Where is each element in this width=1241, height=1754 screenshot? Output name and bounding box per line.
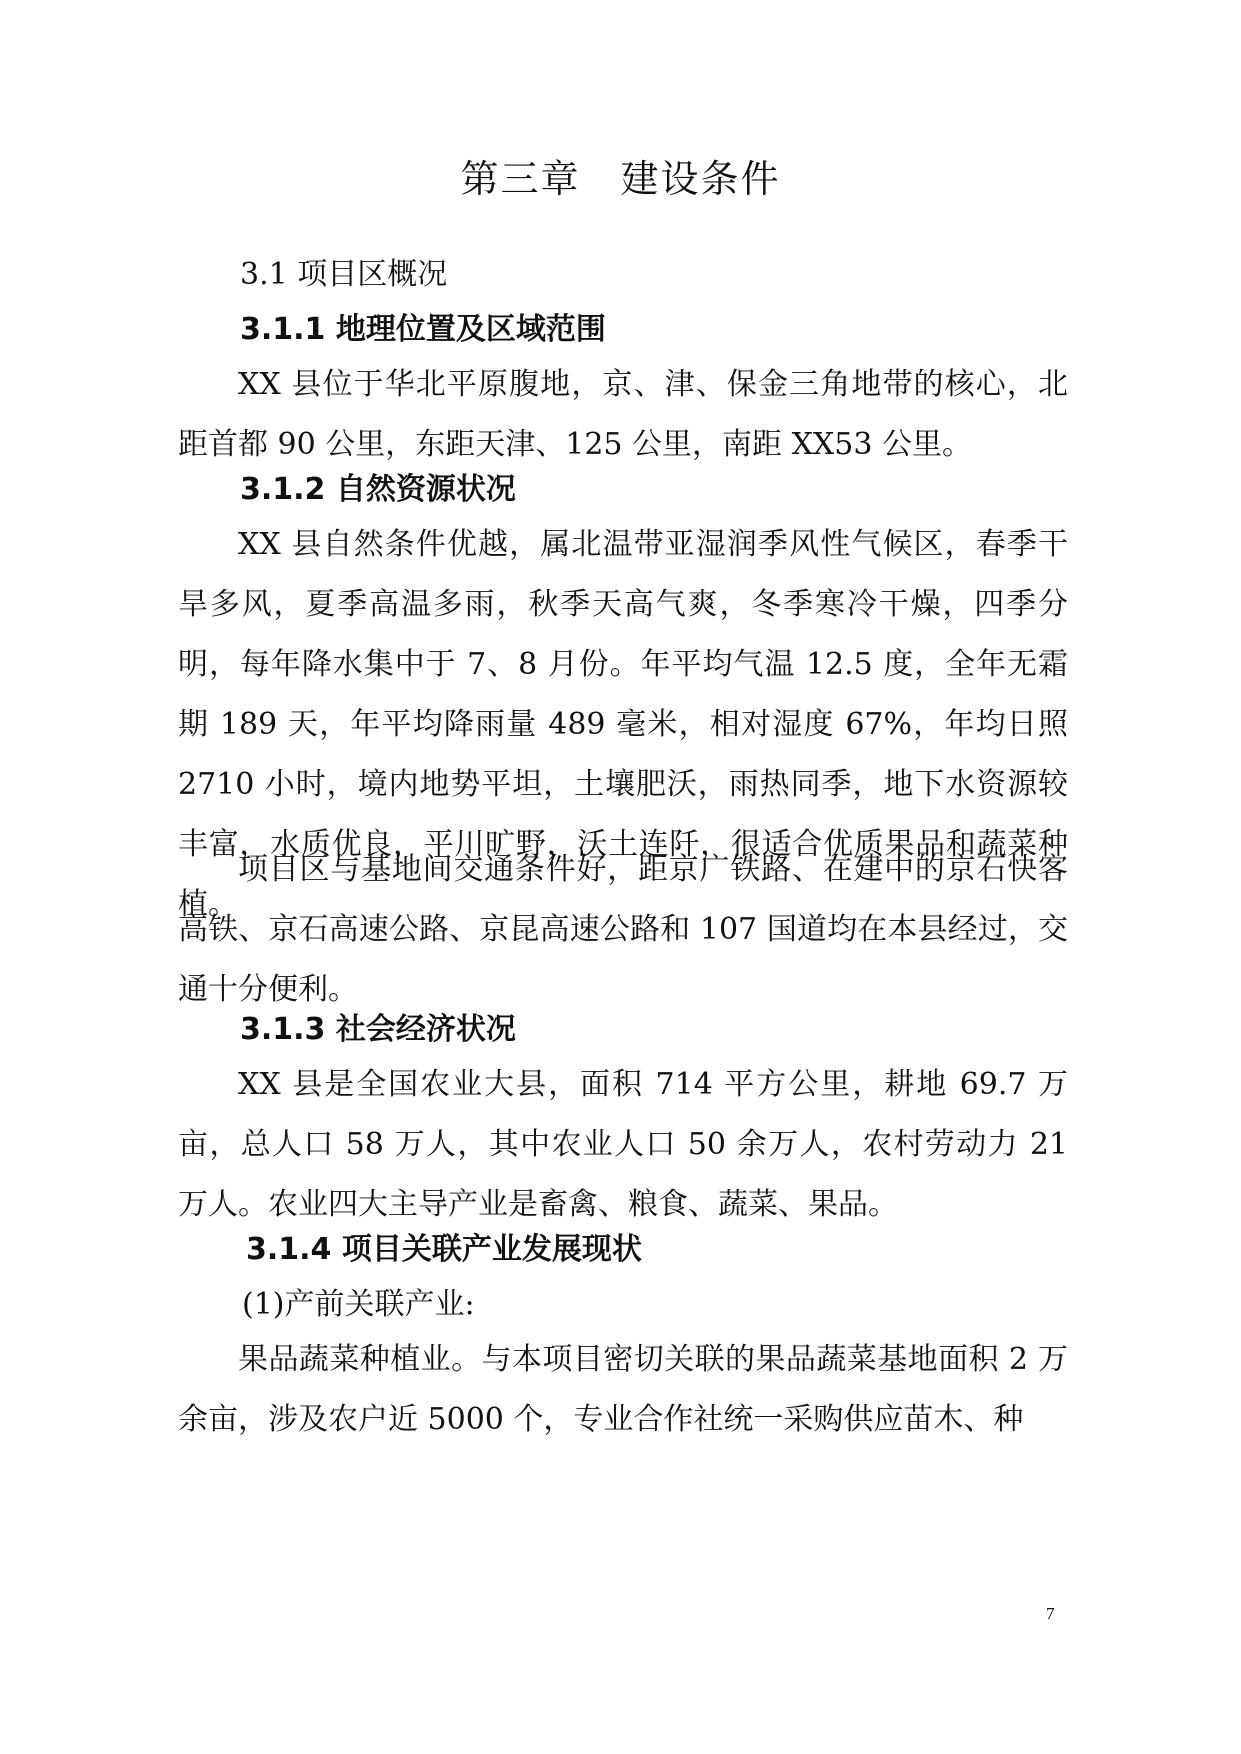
section-heading-3-1-3: 3.1.3 社会经济状况 (240, 1012, 516, 1047)
sub-heading-upstream-industry: (1)产前关联产业: (242, 1287, 475, 1322)
paragraph-geography: XX 县位于华北平原腹地，京、津、保金三角地带的核心，北距首都 90 公里，东距天津、125 公里，南距 XX53 公里。 (178, 367, 1068, 462)
chapter-title: 第三章 建设条件 (460, 157, 781, 201)
paragraph-fruit-vegetable-industry: 果品蔬菜种植业。与本项目密切关联的果品蔬菜基地面积 2 万余亩，涉及农户近 5000 个，专业合作社统一采购供应苗木、种 (178, 1342, 1068, 1437)
paragraph-transportation: 项目区与基地间交通条件好，距京广铁路、在建中的京石快客高铁、京石高速公路、京昆高速公路和 107 国道均在本县经过，交通十分便利。 (178, 852, 1068, 1007)
section-heading-3-1: 3.1 项目区概况 (240, 257, 448, 292)
section-heading-3-1-2: 3.1.2 自然资源状况 (240, 472, 516, 507)
section-heading-3-1-4: 3.1.4 项目关联产业发展现状 (246, 1232, 642, 1267)
page-number: 7 (1046, 1604, 1055, 1623)
paragraph-natural-resources: XX 县自然条件优越，属北温带亚湿润季风性气候区，春季干旱多风，夏季高温多雨，秋季天高气爽，冬季寒冷干燥，四季分明，每年降水集中于 7、8 月份。年平均气温 12.5 度，全年无霜期 189 天，年平均降雨量 489 毫米，相对湿度 67%，年均日照 2710 小时，境内地势平坦，土壤肥沃，雨热同季，地下水资源较丰富，水质优良，平川旷野，沃土连阡，很适合优质果品和蔬菜种植。 (178, 527, 1068, 922)
paragraph-socioeconomic: XX 县是全国农业大县，面积 714 平方公里，耕地 69.7 万亩，总人口 58 万人，其中农业人口 50 余万人，农村劳动力 21 万人。农业四大主导产业是畜禽、粮食、蔬菜、果品。 (178, 1067, 1068, 1222)
section-heading-3-1-1: 3.1.1 地理位置及区域范围 (240, 312, 606, 347)
